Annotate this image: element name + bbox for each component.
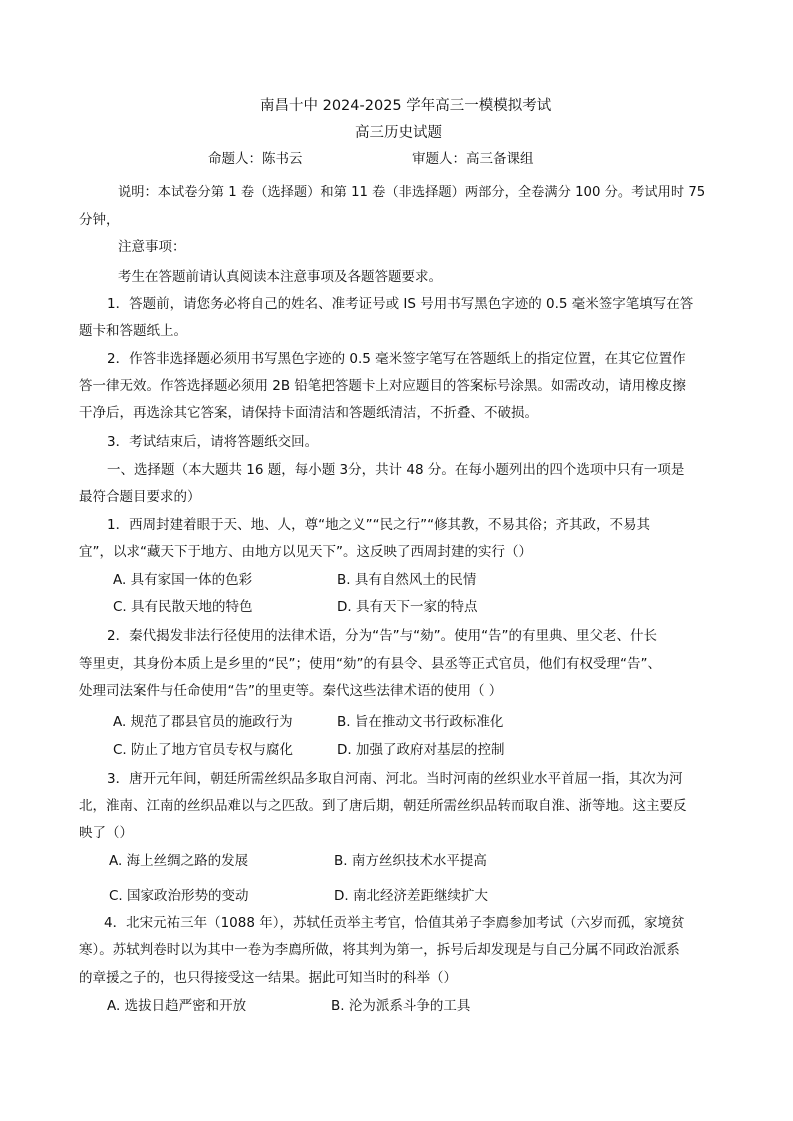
notes-item-1-line-2: 题卡和答题纸上。 (79, 323, 187, 339)
notes-line-2: 分钟， (79, 212, 120, 228)
q2-option-c: C. 防止了地方官员专权与腐化 (113, 742, 294, 758)
q3-stem-line-1: 3．唐开元年间，朝廷所需丝织品多取自河南、河北。当时河南的丝织业水平首屈一指，其次为河 (107, 771, 683, 787)
subject-title: 高三历史试题 (355, 125, 442, 141)
q1-option-c: C. 具有民散天地的特色 (113, 599, 253, 615)
author-line: 命题人：陈书云 (208, 151, 303, 167)
q2-stem-line-2: 等里吏，其身份本质上是乡里的“民”；使用“劾”的有县令、县丞等正式官员，他们有权受理“告”、 (79, 656, 661, 672)
exam-title: 南昌十中 2024-2025 学年高三一模模拟考试 (260, 98, 552, 114)
notes-item-1-line-1: 1．答题前，请您务必将自己的姓名、准考证号或 IS 号用书写黑色字迹的 0.5 毫米签字笔填写在答 (107, 296, 694, 312)
q4-stem-line-3: 的章援之子的，也只得接受这一结果。据此可知当时的科举（） (79, 970, 457, 986)
q1-option-a: A. 具有家国一体的色彩 (113, 572, 253, 588)
q3-option-d: D. 南北经济差距继续扩大 (334, 888, 488, 904)
q3-option-c: C. 国家政治形势的变动 (109, 888, 249, 904)
q4-stem-line-2: 寒）。苏轼判卷时以为其中一卷为李廌所做，将其判为第一，拆号后却发现是与自己分属不同政治派系 (79, 942, 680, 958)
q1-stem-line-1: 1．西周封建着眼于天、地、人，尊“地之义”“民之行”“修其教，不易其俗；齐其政，不易其 (107, 517, 651, 533)
q1-option-b: B. 具有自然风土的民情 (337, 572, 477, 588)
q1-option-d: D. 具有天下一家的特点 (337, 599, 478, 615)
q1-stem-line-2: 宜”，以求“藏天下于地方、由地方以见天下”。这反映了西周封建的实行（） (79, 544, 532, 560)
notes-intro: 考生在答题前请认真阅读本注意事项及各题答题要求。 (118, 269, 442, 285)
reviewer-line: 审题人：高三备课组 (412, 151, 534, 167)
section-line-2: 最符合题目要求的） (79, 489, 201, 505)
notes-item-3: 3．考试结束后，请将答题纸交回。 (107, 434, 319, 450)
q2-option-b: B. 旨在推动文书行政标准化 (337, 714, 504, 730)
notes-item-2-line-2: 答一律无效。作答选择题必须用 2B 铅笔把答题卡上对应题目的答案标号涂黑。如需改动，请用橡皮擦 (79, 378, 686, 394)
notes-item-2-line-3: 干净后，再选涂其它答案，请保持卡面清洁和答题纸清洁，不折叠、不破损。 (79, 405, 538, 421)
q4-option-b: B. 沦为派系斗争的工具 (331, 998, 471, 1014)
section-line-1: 一、选择题（本大题共 16 题，每小题 3分，共计 48 分。在每小题列出的四个选项中只有一项是 (107, 462, 685, 478)
q3-option-b: B. 南方丝织技术水平提高 (334, 853, 487, 869)
notes-heading: 注意事项： (118, 239, 186, 255)
q4-option-a: A. 选拔日趋严密和开放 (107, 998, 247, 1014)
q2-option-d: D. 加强了政府对基层的控制 (337, 742, 505, 758)
q3-stem-line-3: 映了（） (79, 825, 133, 841)
notes-line-1: 说明：本试卷分第 1 卷（选择题）和第 11 卷（非选择题）两部分，全卷满分 100 分。考试用时 75 (118, 185, 706, 200)
q4-stem-line-1: 4．北宋元祐三年（1088 年），苏轼任贡举主考官，恰值其弟子李廌参加考试（六岁而孤，家境贫 (104, 915, 685, 931)
q3-stem-line-2: 北，淮南、江南的丝织品难以与之匹敌。到了唐后期，朝廷所需丝织品转而取自淮、浙等地。这主要反 (79, 798, 687, 814)
q2-option-a: A. 规范了郡县官员的施政行为 (113, 714, 293, 730)
q2-stem-line-3: 处理司法案件与任命使用“告”的里吏等。秦代这些法律术语的使用（ ） (79, 683, 503, 699)
q2-stem-line-1: 2．秦代揭发非法行径使用的法律术语，分为“告”与“劾”。使用“告”的有里典、里父老、什长 (107, 628, 658, 644)
q3-option-a: A. 海上丝绸之路的发展 (109, 853, 249, 869)
notes-item-2-line-1: 2．作答非选择题必须用书写黑色字迹的 0.5 毫米签字笔写在答题纸上的指定位置，在其它位置作 (107, 351, 686, 367)
